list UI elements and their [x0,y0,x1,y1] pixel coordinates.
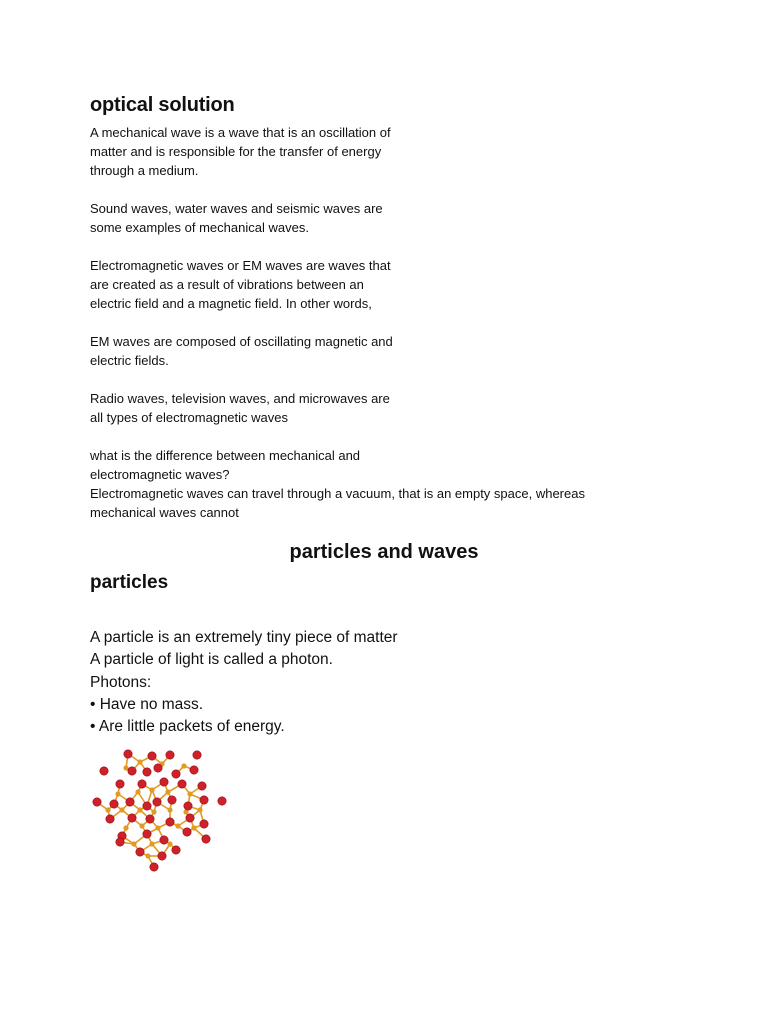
bond-atom [187,791,192,796]
bond-atom [115,791,120,796]
oxygen-atom [166,818,174,826]
oxygen-atom [218,797,226,805]
oxygen-atom [128,814,136,822]
bond-atom [145,853,150,858]
paragraph-line: some examples of mechanical waves. [90,220,309,235]
bond-atom [149,787,154,792]
paragraph-line: mechanical waves cannot [90,505,239,520]
oxygen-atom [143,830,151,838]
paragraph-line: EM waves are composed of oscillating magnetic and [90,334,393,349]
oxygen-atom [93,798,101,806]
oxygen-atom [202,835,210,843]
paragraph-line: electric fields. [90,353,169,368]
oxygen-atom [138,780,146,788]
oxygen-atom [110,800,118,808]
paragraph-line: Electromagnetic waves can travel through a vacuum, that is an empty space, whereas [90,486,585,501]
bond-atom [191,825,196,830]
paragraph-line: Radio waves, television waves, and microwaves are [90,391,390,406]
paragraph-line: matter and is responsible for the transfer of energy [90,144,382,159]
bond-atom [149,841,154,846]
bond-atom [165,789,170,794]
bond-atom [167,807,172,812]
bullet-item: • Are little packets of energy. [90,718,285,736]
oxygen-atom [150,863,158,871]
particle-line: A particle of light is called a photon. [90,651,333,669]
bond-atom [151,809,156,814]
bond-atom [167,841,172,846]
particle-line: A particle is an extremely tiny piece of matter [90,629,398,646]
oxygen-atom [183,828,191,836]
oxygen-atom [172,846,180,854]
paragraph-line: what is the difference between mechanical and [90,448,361,463]
oxygen-atom [124,750,132,758]
oxygen-atom [148,752,156,760]
molecule-illustration [92,744,232,874]
bond-atom [181,763,186,768]
paragraph-line: Electromagnetic waves or EM waves are waves that [90,258,391,273]
oxygen-atom [160,778,168,786]
oxygen-atom [126,798,134,806]
paragraph-line: electric field and a magnetic field. In other words, [90,296,372,311]
section-title: particles and waves [289,541,479,563]
subheading: particles [90,572,169,593]
bond-atom [137,807,142,812]
bond-atom [197,807,202,812]
oxygen-atom [172,770,180,778]
oxygen-atom [200,796,208,804]
bond-atom [137,759,142,764]
oxygen-atom [168,796,176,804]
oxygen-atom [193,751,201,759]
paragraph-line: electromagnetic waves? [90,467,230,482]
oxygen-atom [153,798,161,806]
particle-text-block [90,627,590,738]
oxygen-atom [198,782,206,790]
oxygen-atom [200,820,208,828]
oxygen-atom [158,852,166,860]
bond-atom [131,841,136,846]
bond-atom [175,823,180,828]
paragraph-line: A mechanical wave is a wave that is an oscillation of [90,125,391,140]
oxygen-atom [146,815,154,823]
bond-atom [135,789,140,794]
oxygen-atom [190,766,198,774]
bond-atom [123,825,128,830]
oxygen-atom [100,767,108,775]
oxygen-atom [116,780,124,788]
bond-atom [139,823,144,828]
oxygen-atom [143,768,151,776]
paragraph-line: Sound waves, water waves and seismic waves are [90,201,383,216]
wave-text-block [90,123,650,522]
oxygen-atom [160,836,168,844]
oxygen-atom [178,780,186,788]
bond-atom [105,807,110,812]
oxygen-atom [154,764,162,772]
oxygen-atom [106,815,114,823]
oxygen-atom [184,802,192,810]
oxygen-atom [166,751,174,759]
bond-atom [119,807,124,812]
bullet-item: • Have no mass. [90,695,204,713]
paragraph-line: through a medium. [90,163,199,178]
oxygen-atom [128,767,136,775]
bond-atom [155,825,160,830]
oxygen-atom [116,838,124,846]
page-heading: optical solution [90,94,235,116]
paragraph-line: are created as a result of vibrations between an [90,277,364,292]
oxygen-atom [186,814,194,822]
particle-line: Photons: [90,673,152,691]
paragraph-line: all types of electromagnetic waves [90,410,288,425]
oxygen-atom [136,848,144,856]
oxygen-atom [143,802,151,810]
